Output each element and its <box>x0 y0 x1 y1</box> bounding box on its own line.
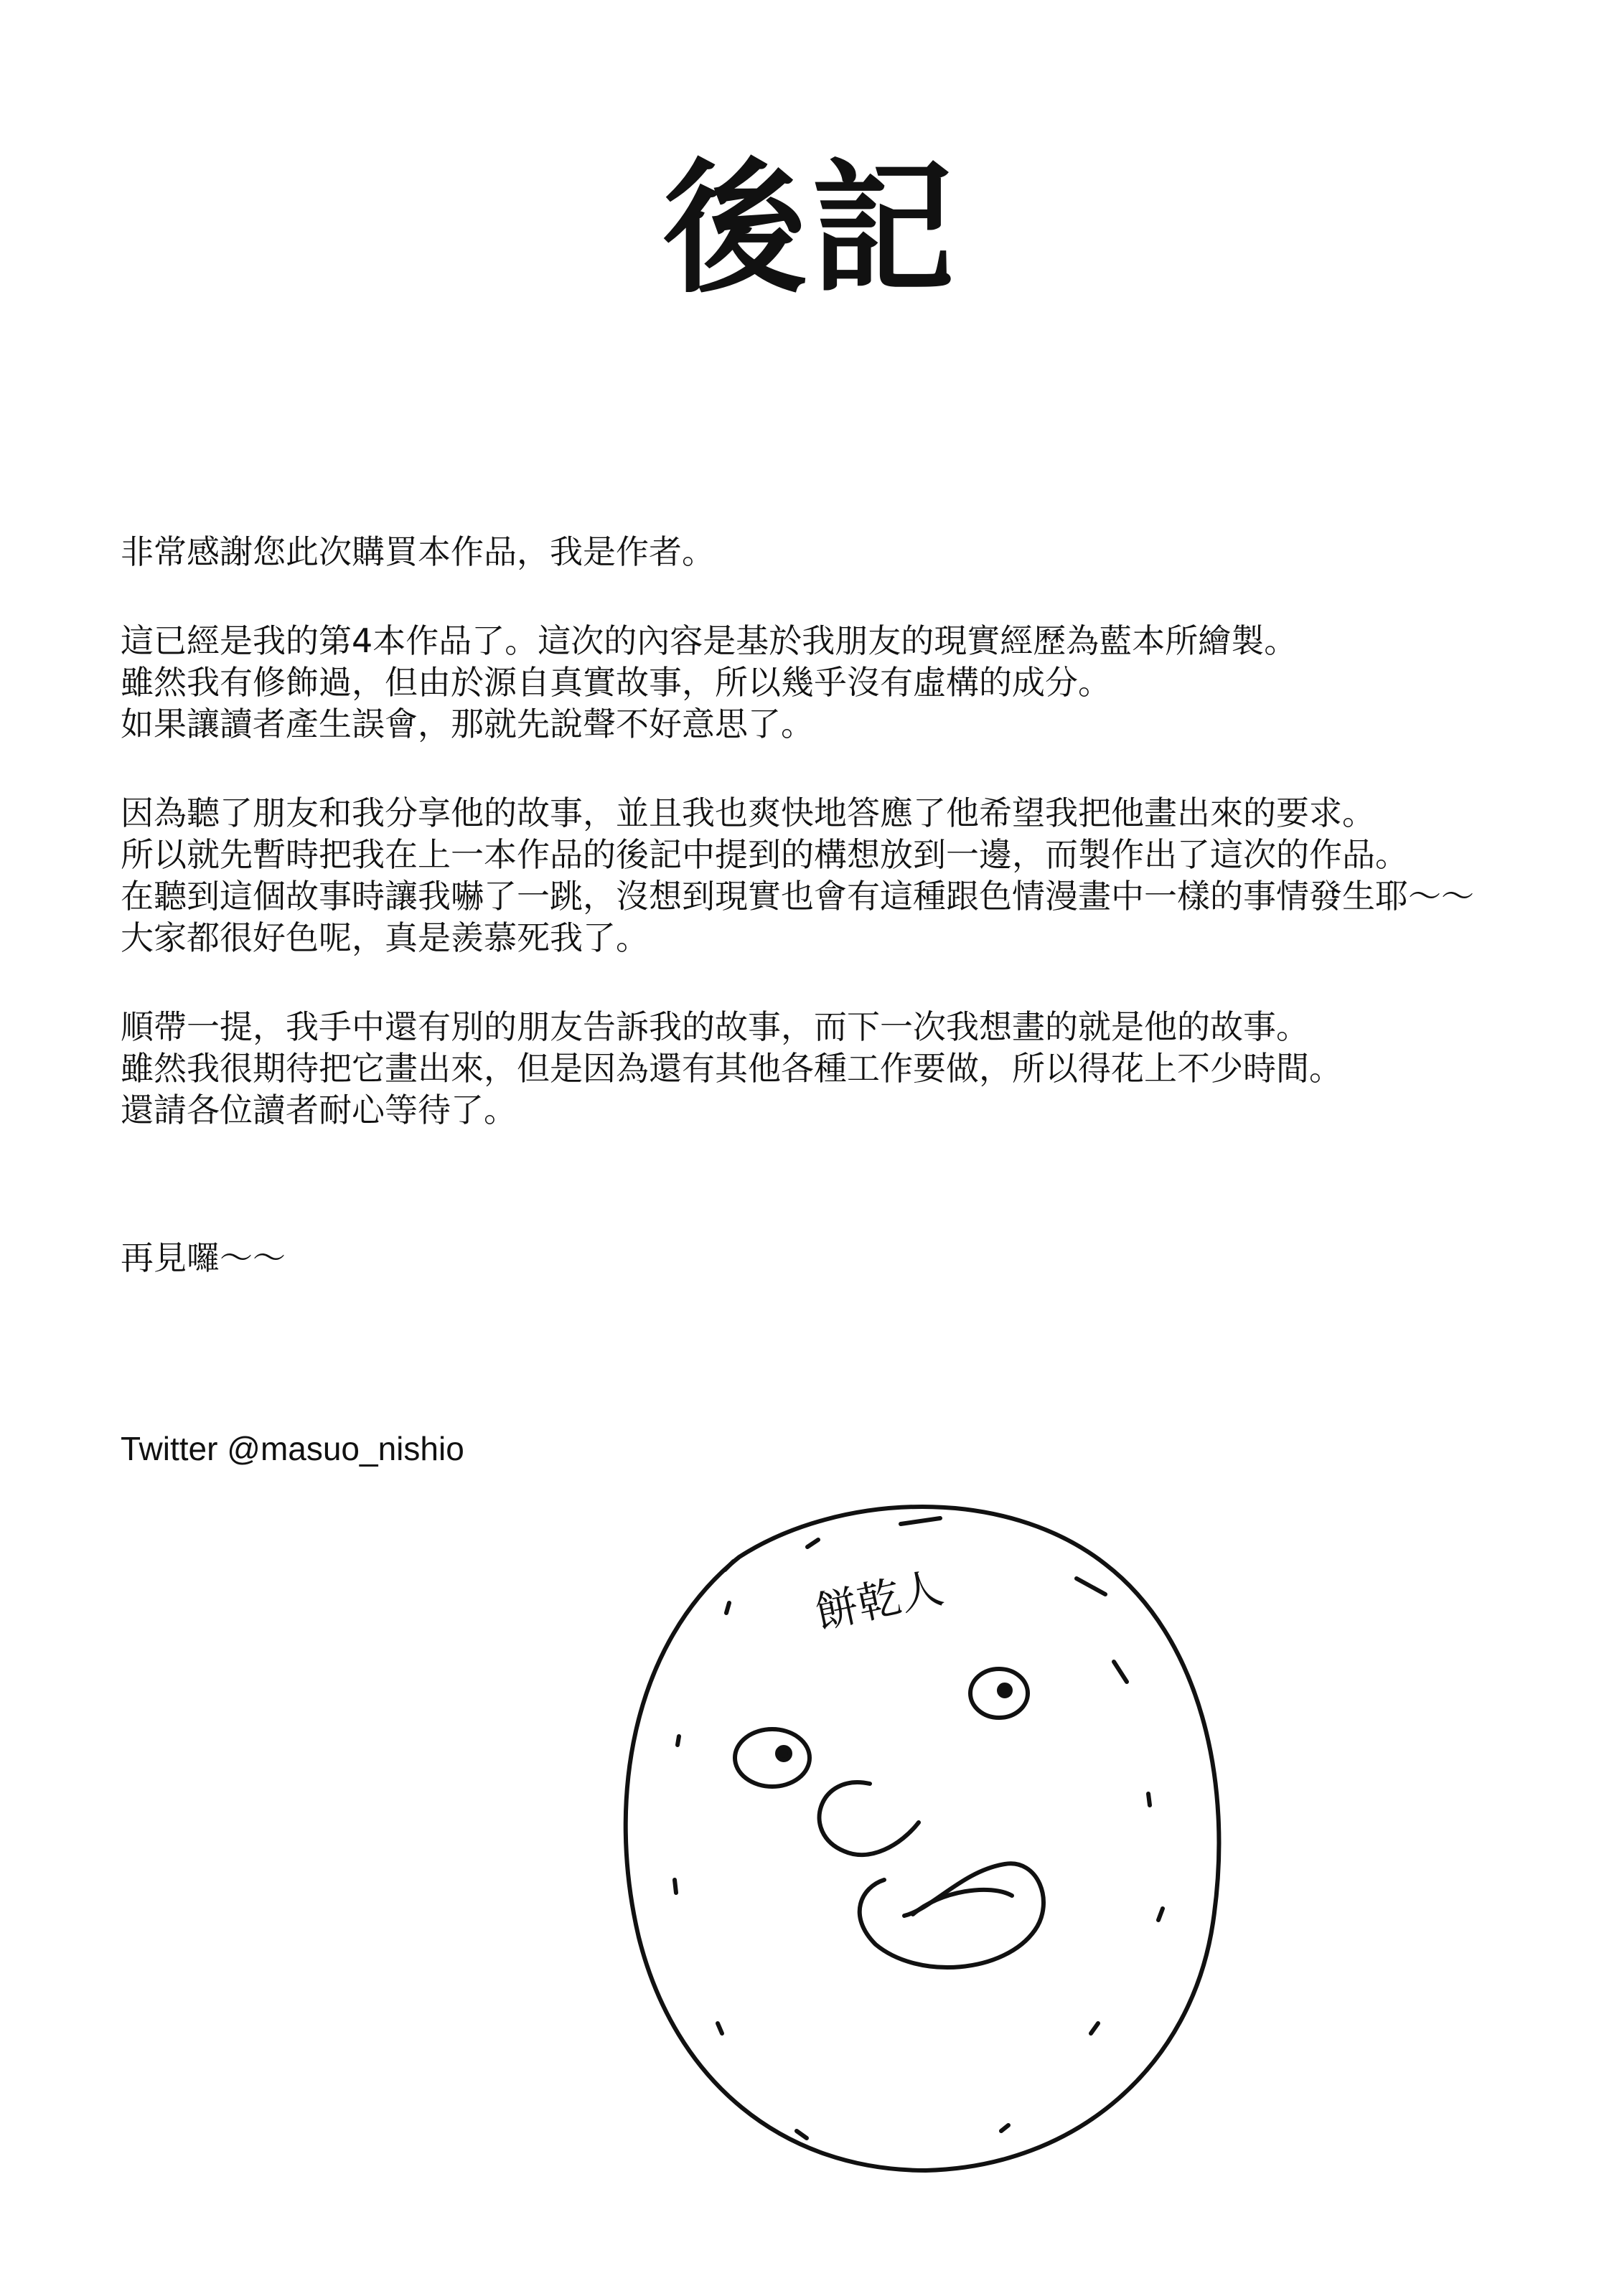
twitter-handle: Twitter @masuo_nishio <box>121 1430 464 1467</box>
crumb-mark <box>1148 1794 1150 1805</box>
nose <box>820 1782 919 1855</box>
text-line: 雖然我有修飾過，但由於源自真實故事，所以幾乎沒有虛構的成分。 <box>121 663 1111 702</box>
text-line: 順帶一提，我手中還有別的朋友告訴我的故事，而下一次我想畫的就是他的故事。 <box>121 1007 1309 1046</box>
text-line: 非常感謝您此次購買本作品，我是作者。 <box>121 532 715 571</box>
crumb-mark <box>807 1540 818 1547</box>
crumb-mark <box>1158 1909 1163 1920</box>
cookie-face-doodle-icon <box>603 1478 1249 2210</box>
text-line: 如果讓讀者產生誤會，那就先說聲不好意思了。 <box>121 705 814 743</box>
crumb-mark <box>718 2023 722 2033</box>
text-line: 在聽到這個故事時讓我嚇了一跳，沒想到現實也會有這種跟色情漫畫中一樣的事情發生耶～～ <box>121 877 1474 916</box>
crumb-mark <box>1077 1578 1105 1594</box>
tongue <box>913 1890 1012 1914</box>
paragraph-2 <box>121 620 1578 745</box>
mouth <box>860 1863 1044 1967</box>
text-line: 大家都很好色呢，真是羨慕死我了。 <box>121 918 649 957</box>
text-line: 所以就先暫時把我在上一本作品的後記中提到的構想放到一邊，而製作出了這次的作品。 <box>121 835 1408 874</box>
text-line: 還請各位讀者耐心等待了。 <box>121 1091 517 1129</box>
crumb-mark <box>1001 2125 1008 2131</box>
right-pupil <box>999 1685 1011 1696</box>
crumb-mark <box>678 1736 679 1745</box>
crumb-mark <box>726 1603 729 1613</box>
text-line: 雖然我很期待把它畫出來，但是因為還有其他各種工作要做，所以得花上不少時間。 <box>121 1049 1342 1088</box>
left-pupil <box>777 1747 790 1760</box>
paragraph-1 <box>121 531 1578 573</box>
paragraph-3 <box>121 792 1578 959</box>
closing-line: 再見囉～～ <box>121 1238 286 1277</box>
cookie-label: 餅乾人 <box>810 1563 948 1639</box>
crumb-mark <box>675 1880 676 1893</box>
afterword-body <box>121 531 1578 1178</box>
page-title: 後記 <box>662 146 959 313</box>
crumb-mark <box>725 1561 733 1570</box>
crumb-mark <box>1091 2023 1098 2033</box>
crumb-mark <box>1114 1662 1127 1682</box>
text-line: 因為聽了朋友和我分享他的故事，並且我也爽快地答應了他希望我把他畫出來的要求。 <box>121 794 1375 832</box>
crumb-mark <box>901 1518 940 1524</box>
left-eye <box>735 1729 810 1787</box>
paragraph-4 <box>121 1006 1578 1131</box>
text-line: 這已經是我的第4本作品了。這次的內容是基於我朋友的現實經歷為藍本所繪製。 <box>121 621 1298 660</box>
crumb-mark <box>797 2131 807 2138</box>
